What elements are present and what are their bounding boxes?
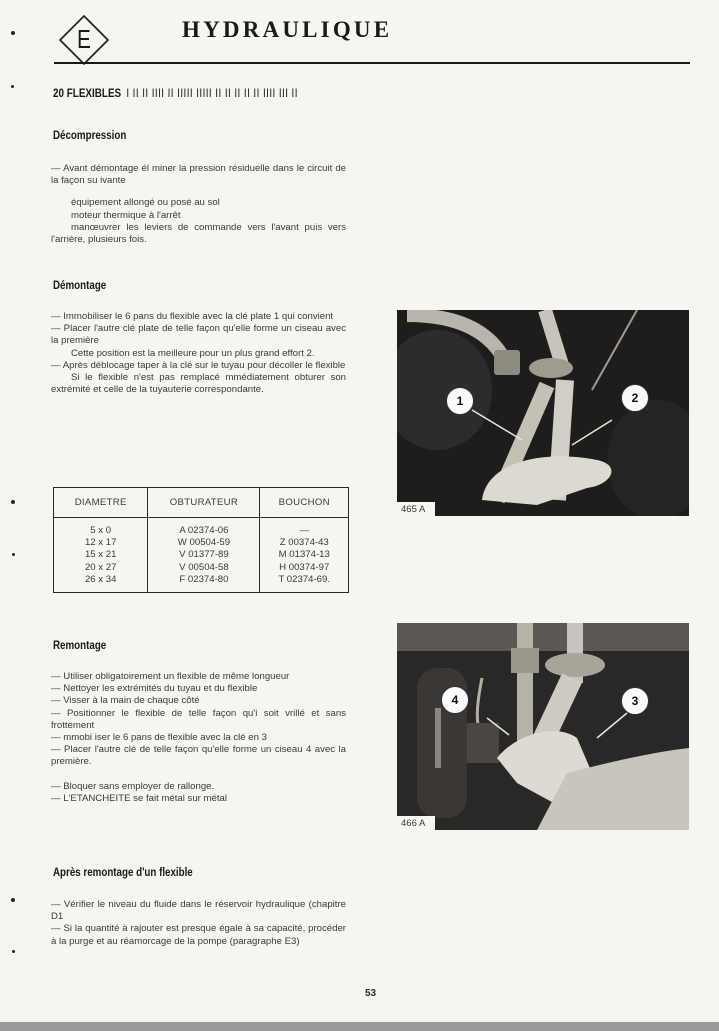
paragraph: équipement allongé ou posé au sol (71, 197, 220, 209)
paragraph: — Positionner le flexible de telle façon qu'i soit vrillé et sans frottement (51, 707, 346, 731)
heading-apres-remontage: Après remontage d'un flexible (53, 867, 193, 879)
paragraph: — Utiliser obligatoirement un flexible de même longueur (51, 671, 290, 682)
callout-1: 1 (446, 387, 474, 415)
paragraph: — Vérifier le niveau du fluide dans le réservoir hydraulique (chapitre D1 (51, 899, 346, 923)
paragraph: Si le flexible n'est pas remplacé mmédiatement obturer son extrémité et celle de la tuyauterie correspondante. (51, 372, 346, 396)
table-cell: V 00504-58 (179, 561, 229, 573)
column-header: OBTURATEUR (148, 488, 260, 518)
obturateur-column (148, 518, 260, 593)
diametre-column (54, 518, 148, 593)
column-header: DIAMETRE (54, 488, 148, 518)
column-header: BOUCHON (260, 488, 349, 518)
callout-2: 2 (621, 384, 649, 412)
table-cell: 26 x 34 (84, 573, 117, 585)
paragraph: — Visser à la main de chaque côté (51, 695, 200, 707)
remontage-text (51, 671, 346, 805)
paragraph: — Placer l'autre clé plate de telle façon qu'elle forme un ciseau avec la première (51, 323, 346, 347)
table-cell: 12 x 17 (84, 537, 117, 549)
table-cell: Z 00374-43 (279, 537, 329, 549)
table-cell: F 02374-80 (179, 573, 229, 585)
demontage-text (51, 311, 346, 396)
bouchon-column (260, 518, 349, 593)
parts-table (53, 487, 349, 593)
paragraph: — Bloquer sans employer de rallonge. (51, 780, 215, 792)
table-cell: H 00374-97 (279, 561, 330, 573)
wrench-photo-illustration (397, 310, 689, 516)
figure-caption: 465 A (397, 502, 435, 516)
paragraph: — Avant démontage él miner la pression résiduelle dans le circuit de la façon su ivante (51, 163, 346, 187)
photo-466a (397, 623, 689, 830)
margin-dot (11, 31, 15, 35)
paragraph: — Si la quantité à rajouter est presque égale à sa capacité, procéder à la purge et au réamorcage de la pompe (paragraphe E3) (51, 923, 346, 947)
callout-3: 3 (621, 687, 649, 715)
table-cell: 20 x 27 (84, 561, 117, 573)
chapter-emblem (58, 14, 110, 66)
margin-dot (11, 85, 14, 88)
paragraph: — Après déblocage taper à la clé sur le tuyau pour décoller le flexible (51, 359, 346, 371)
table-cell: M 01374-13 (278, 549, 330, 561)
page-title: HYDRAULIQUE (182, 17, 393, 42)
callout-4: 4 (441, 686, 469, 714)
table-cell: W 00504-59 (177, 537, 231, 549)
table-cell: T 02374-69. (278, 573, 331, 585)
table-cell: V 01377-89 (179, 549, 229, 561)
margin-dot (11, 500, 15, 504)
paragraph: — Immobiliser le 6 pans du flexible avec la clé plate 1 qui convient (51, 311, 334, 322)
heading-remontage: Remontage (53, 640, 107, 652)
chapter-letter: E (77, 24, 91, 54)
heading-demontage: Démontage (53, 280, 107, 292)
paragraph: Cette position est la meilleure pour un plus grand effort 2. (71, 347, 315, 359)
margin-dot (12, 950, 15, 953)
decompression-text (51, 163, 346, 246)
margin-dot (11, 898, 15, 902)
table-cell: 5 x 0 (90, 525, 112, 536)
paragraph: moteur thermique à l'arrêt (71, 209, 181, 221)
photo-465a (397, 310, 689, 516)
paragraph: — mmobi iser le 6 pans de flexible avec la clé en 3 (51, 732, 267, 744)
apres-remontage-text (51, 899, 346, 948)
header-rule (54, 62, 690, 64)
table-body (54, 518, 349, 593)
wrench-photo-illustration (397, 623, 689, 830)
table-cell: 15 x 21 (84, 549, 117, 561)
margin-dot (12, 553, 15, 556)
table-cell: — (299, 525, 310, 536)
section-bars: I II II IIII II IIIII IIIII II II II II II IIII III II (126, 88, 298, 100)
section-title (53, 88, 298, 100)
paragraph: manœuvrer les leviers de commande vers l'avant puis vers l'arrière, plusieurs fois. (51, 221, 346, 246)
bottom-edge (0, 1022, 719, 1031)
paragraph: — L'ETANCHEITE se fait métal sur métal (51, 792, 227, 804)
paragraph: — Placer l'autre clé de telle façon qu'elle forme un ciseau 4 avec la première. (51, 744, 346, 768)
page-number: 53 (365, 988, 377, 999)
table-cell: A 02374-06 (179, 525, 229, 536)
figure-caption: 466 A (397, 816, 435, 830)
section-code: 20 FLEXIBLES (53, 88, 122, 100)
heading-decompression: Décompression (53, 130, 127, 142)
paragraph: — Nettoyer les extrémités du tuyau et du flexible (51, 683, 258, 695)
table-header-row (54, 488, 349, 518)
